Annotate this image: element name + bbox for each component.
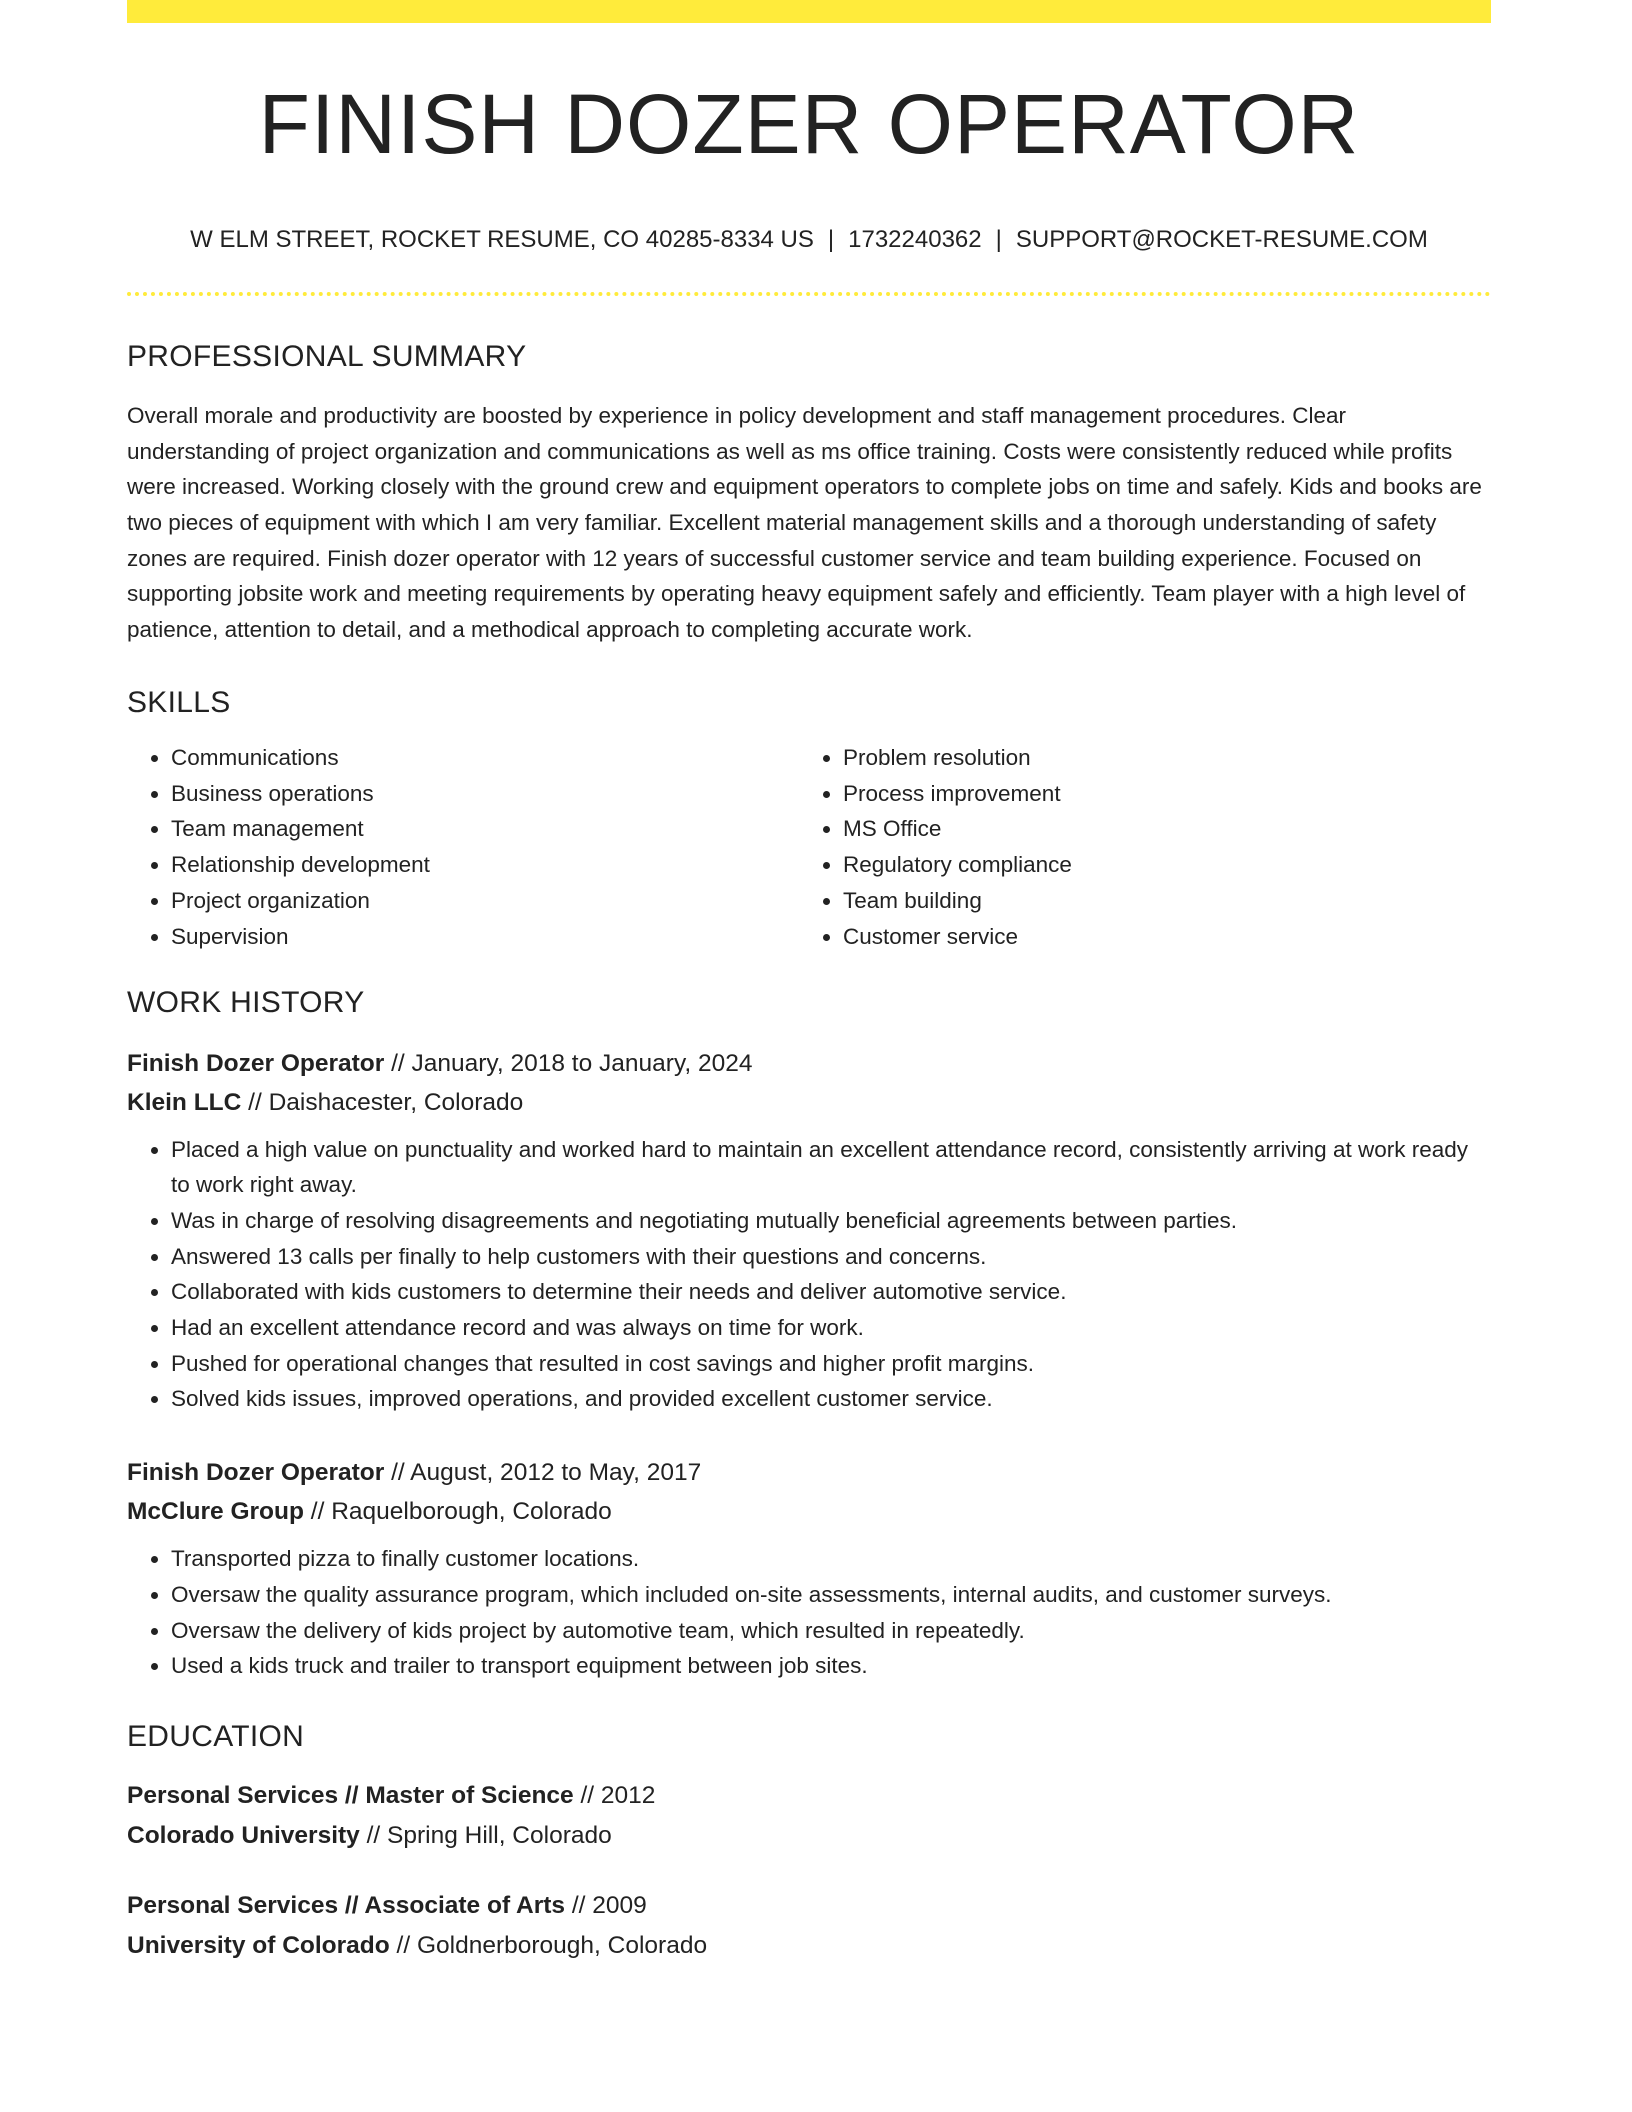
skill-item: • Regulatory compliance bbox=[843, 847, 1471, 883]
job-entry bbox=[127, 1044, 1491, 1418]
education-degree: Personal Services // Associate of Arts bbox=[127, 1891, 566, 1919]
job-dates: // August, 2012 to May, 2017 bbox=[384, 1459, 702, 1487]
skill-item: • Problem resolution bbox=[843, 740, 1471, 776]
job-company-line bbox=[127, 1492, 1491, 1531]
skill-item: • Team management bbox=[171, 811, 799, 847]
job-dates: // January, 2018 to January, 2024 bbox=[384, 1049, 753, 1077]
job-bullet: • Pushed for operational changes that resulted in cost savings and higher profit margins. bbox=[171, 1346, 1491, 1382]
skill-item: • Project organization bbox=[171, 883, 799, 919]
job-bullet: • Transported pizza to finally customer locations. bbox=[171, 1541, 1491, 1577]
education-location: // Goldnerborough, Colorado bbox=[389, 1931, 708, 1959]
education-entry bbox=[127, 1776, 1491, 1856]
job-bullet: • Placed a high value on punctuality and worked hard to maintain an excellent attendance record, consistently arriving at work ready to work right away. bbox=[171, 1132, 1491, 1203]
skills-column-left bbox=[127, 740, 799, 955]
contact-separator: | bbox=[827, 226, 835, 253]
job-title-line bbox=[127, 1453, 1491, 1492]
education-location: // Spring Hill, Colorado bbox=[359, 1821, 612, 1849]
education-entry bbox=[127, 1886, 1491, 1966]
education-degree-line bbox=[127, 1776, 1491, 1816]
contact-line bbox=[127, 226, 1491, 255]
accent-top-bar bbox=[127, 0, 1491, 23]
education-degree: Personal Services // Master of Science bbox=[127, 1781, 574, 1809]
education-school: Colorado University bbox=[127, 1821, 360, 1849]
skill-item: • Business operations bbox=[171, 776, 799, 812]
job-location: // Raquelborough, Colorado bbox=[303, 1498, 612, 1526]
job-title-line bbox=[127, 1044, 1491, 1083]
job-bullet: • Was in charge of resolving disagreements and negotiating mutually beneficial agreements between parties. bbox=[171, 1203, 1491, 1239]
job-bullet: • Answered 13 calls per finally to help customers with their questions and concerns. bbox=[171, 1239, 1491, 1275]
summary-text: Overall morale and productivity are boosted by experience in policy development and staff management procedures. Clear understanding of project organization and communications as well as ms office training. Costs were consistently reduced while profits were increased. Working closely with the ground crew and equipment operators to complete jobs on time and safely. Kids and books are two pieces of equipment with which I am very familiar. Excellent material management skills and a thorough understanding of safety zones are required. Finish dozer operator with 12 years of successful customer service and team building experience. Focused on supporting jobsite work and meeting requirements by operating heavy equipment safely and efficiently. Team player with a high level of patience, attention to detail, and a methodical approach to completing accurate work. bbox=[127, 402, 1482, 643]
job-bullet: • Solved kids issues, improved operations, and provided excellent customer service. bbox=[171, 1381, 1491, 1417]
job-company-line bbox=[127, 1083, 1491, 1122]
resume-page bbox=[127, 0, 1491, 1966]
skill-item: • Relationship development bbox=[171, 847, 799, 883]
job-role: Finish Dozer Operator bbox=[127, 1049, 385, 1077]
work-history-heading: WORK HISTORY bbox=[127, 985, 365, 1019]
job-role: Finish Dozer Operator bbox=[127, 1459, 385, 1487]
job-bullet: • Oversaw the delivery of kids project by automotive team, which resulted in repeatedly. bbox=[171, 1613, 1491, 1649]
skills-column-right bbox=[799, 740, 1471, 955]
job-bullets bbox=[127, 1541, 1491, 1684]
job-bullet: • Oversaw the quality assurance program, which included on-site assessments, internal audits, and customer surveys. bbox=[171, 1577, 1491, 1613]
job-bullets bbox=[127, 1132, 1491, 1418]
summary-heading: PROFESSIONAL SUMMARY bbox=[127, 339, 527, 373]
job-entry bbox=[127, 1453, 1491, 1684]
education-year: // 2012 bbox=[573, 1781, 656, 1809]
skill-item: • Process improvement bbox=[843, 776, 1471, 812]
contact-email: SUPPORT@ROCKET-RESUME.COM bbox=[1015, 226, 1428, 253]
job-company: McClure Group bbox=[127, 1498, 304, 1526]
education-school: University of Colorado bbox=[127, 1931, 390, 1959]
skill-item: • Supervision bbox=[171, 919, 799, 955]
job-bullet: • Had an excellent attendance record and was always on time for work. bbox=[171, 1310, 1491, 1346]
dotted-divider bbox=[127, 292, 1491, 296]
job-bullet: • Used a kids truck and trailer to transport equipment between job sites. bbox=[171, 1648, 1491, 1684]
education-degree-line bbox=[127, 1886, 1491, 1926]
resume-name: FINISH DOZER OPERATOR bbox=[258, 77, 1360, 171]
education-school-line bbox=[127, 1926, 1491, 1966]
education-school-line bbox=[127, 1816, 1491, 1856]
skill-item: • MS Office bbox=[843, 811, 1471, 847]
skills-heading: SKILLS bbox=[127, 685, 231, 719]
education-year: // 2009 bbox=[565, 1891, 647, 1919]
job-location: // Daishacester, Colorado bbox=[241, 1088, 524, 1116]
skill-item: • Customer service bbox=[843, 919, 1471, 955]
skill-item: • Communications bbox=[171, 740, 799, 776]
skills-list bbox=[127, 740, 1491, 955]
contact-phone: 1732240362 bbox=[848, 226, 982, 253]
contact-address: W ELM STREET, ROCKET RESUME, CO 40285-8334 US bbox=[190, 226, 814, 253]
skill-item: • Team building bbox=[843, 883, 1471, 919]
education-heading: EDUCATION bbox=[127, 1719, 305, 1753]
job-company: Klein LLC bbox=[127, 1088, 242, 1116]
contact-separator: | bbox=[995, 226, 1002, 253]
job-bullet: • Collaborated with kids customers to determine their needs and deliver automotive service. bbox=[171, 1274, 1491, 1310]
